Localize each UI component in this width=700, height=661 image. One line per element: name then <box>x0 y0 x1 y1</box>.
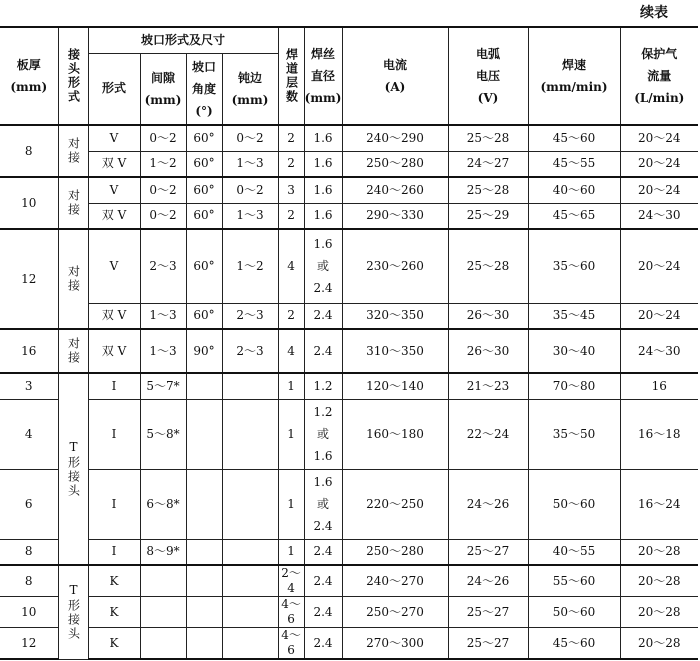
cell-passes: 1 <box>278 399 304 469</box>
header-groove-group: 坡口形式及尺寸 <box>88 27 278 53</box>
cell-blunt <box>222 597 278 628</box>
cell-blunt <box>222 399 278 469</box>
cell-blunt: 1～2 <box>222 229 278 303</box>
cell-current: 220～250 <box>342 469 448 539</box>
table-row <box>0 373 698 399</box>
cell-wire: 1.6 或 2.4 <box>304 229 342 303</box>
cell-angle: 60° <box>186 229 222 303</box>
cell-angle <box>186 469 222 539</box>
cell-wire: 2.4 <box>304 329 342 373</box>
cell-blunt <box>222 469 278 539</box>
cell-joint: T形接头 <box>58 373 88 565</box>
cell-gap: 0～2 <box>140 177 186 203</box>
cell-current: 290～330 <box>342 203 448 229</box>
cell-form: V <box>88 229 140 303</box>
cell-passes: 1 <box>278 469 304 539</box>
cell-blunt <box>222 539 278 565</box>
table-row <box>0 329 698 373</box>
cell-voltage: 22～24 <box>448 399 528 469</box>
cell-thickness: 4 <box>0 399 58 469</box>
header-blunt: 钝边 (mm) <box>222 53 278 125</box>
cell-gap: 1～2 <box>140 151 186 177</box>
cell-current: 230～260 <box>342 229 448 303</box>
cell-passes: 2～4 <box>278 565 304 597</box>
cell-form: 双 V <box>88 329 140 373</box>
table-row <box>0 125 698 151</box>
header-gap: 间隙 (mm) <box>140 53 186 125</box>
cell-wire: 2.4 <box>304 565 342 597</box>
table-row <box>0 469 698 539</box>
cell-current: 240～270 <box>342 565 448 597</box>
cell-gas: 20～24 <box>620 177 698 203</box>
header-current: 电流 (A) <box>342 27 448 125</box>
cell-angle <box>186 399 222 469</box>
cell-passes: 3 <box>278 177 304 203</box>
header-speed: 焊速 (mm/min) <box>528 27 620 125</box>
cell-gas: 16～24 <box>620 469 698 539</box>
cell-joint: 对接 <box>58 177 88 229</box>
cell-angle <box>186 539 222 565</box>
table-row <box>0 177 698 203</box>
table-row <box>0 565 698 597</box>
cell-gap <box>140 628 186 660</box>
cell-current: 310～350 <box>342 329 448 373</box>
cell-gap: 5～7* <box>140 373 186 399</box>
header-voltage: 电弧 电压 (V) <box>448 27 528 125</box>
cell-voltage: 26～30 <box>448 329 528 373</box>
table-row <box>0 229 698 303</box>
cell-angle <box>186 565 222 597</box>
header-passes: 焊道层数 <box>278 27 304 125</box>
cell-form: V <box>88 177 140 203</box>
cell-gap: 0～2 <box>140 125 186 151</box>
cell-voltage: 26～30 <box>448 303 528 329</box>
cell-voltage: 25～29 <box>448 203 528 229</box>
cell-passes: 2 <box>278 151 304 177</box>
cell-gas: 20～24 <box>620 229 698 303</box>
cell-blunt: 1～3 <box>222 203 278 229</box>
cell-speed: 45～60 <box>528 628 620 660</box>
cell-wire: 2.4 <box>304 539 342 565</box>
cell-angle: 60° <box>186 151 222 177</box>
cell-passes: 4～6 <box>278 597 304 628</box>
table-row <box>0 151 698 177</box>
cell-passes: 4 <box>278 229 304 303</box>
cell-wire: 2.4 <box>304 628 342 660</box>
cell-angle: 60° <box>186 125 222 151</box>
cell-thickness: 12 <box>0 229 58 329</box>
cell-angle: 60° <box>186 203 222 229</box>
cell-gas: 16～18 <box>620 399 698 469</box>
cell-current: 250～270 <box>342 597 448 628</box>
cell-gas: 20～28 <box>620 597 698 628</box>
cell-blunt: 2～3 <box>222 329 278 373</box>
cell-form: I <box>88 469 140 539</box>
cell-speed: 50～60 <box>528 597 620 628</box>
cell-voltage: 21～23 <box>448 373 528 399</box>
table-row <box>0 399 698 469</box>
cell-form: I <box>88 399 140 469</box>
cell-wire: 1.2 或 1.6 <box>304 399 342 469</box>
cell-joint: 对接 <box>58 125 88 177</box>
table-row <box>0 539 698 565</box>
cell-voltage: 25～27 <box>448 597 528 628</box>
cell-thickness: 3 <box>0 373 58 399</box>
cell-form: K <box>88 628 140 660</box>
cell-wire: 1.2 <box>304 373 342 399</box>
welding-parameter-table <box>0 26 698 660</box>
cell-form: V <box>88 125 140 151</box>
cell-form: I <box>88 539 140 565</box>
cell-gas: 20～28 <box>620 565 698 597</box>
cell-thickness: 8 <box>0 565 58 597</box>
table-row <box>0 628 698 660</box>
cell-angle <box>186 628 222 660</box>
cell-angle: 60° <box>186 177 222 203</box>
cell-gas: 24～30 <box>620 329 698 373</box>
header-gas: 保护气 流量 (L/min) <box>620 27 698 125</box>
header-wire: 焊丝 直径 (mm) <box>304 27 342 125</box>
cell-wire: 2.4 <box>304 303 342 329</box>
cell-gas: 20～24 <box>620 125 698 151</box>
cell-thickness: 10 <box>0 177 58 229</box>
cell-gas: 20～28 <box>620 539 698 565</box>
cell-voltage: 24～26 <box>448 565 528 597</box>
cell-gas: 20～28 <box>620 628 698 660</box>
cell-wire: 1.6 <box>304 151 342 177</box>
cell-speed: 45～65 <box>528 203 620 229</box>
cell-speed: 70～80 <box>528 373 620 399</box>
cell-current: 120～140 <box>342 373 448 399</box>
cell-current: 270～300 <box>342 628 448 660</box>
cell-speed: 55～60 <box>528 565 620 597</box>
cell-gap: 2～3 <box>140 229 186 303</box>
cell-form: K <box>88 597 140 628</box>
cell-wire: 1.6 <box>304 125 342 151</box>
cell-gap <box>140 565 186 597</box>
cell-gap: 8～9* <box>140 539 186 565</box>
cell-thickness: 16 <box>0 329 58 373</box>
cell-speed: 35～45 <box>528 303 620 329</box>
table-caption: 续表 <box>640 5 668 21</box>
cell-current: 240～260 <box>342 177 448 203</box>
cell-passes: 4～6 <box>278 628 304 660</box>
cell-wire: 2.4 <box>304 597 342 628</box>
cell-thickness: 12 <box>0 628 58 660</box>
cell-angle: 60° <box>186 303 222 329</box>
cell-gap: 5～8* <box>140 399 186 469</box>
cell-voltage: 25～28 <box>448 229 528 303</box>
header-thickness: 板厚 (mm) <box>0 27 58 125</box>
cell-angle <box>186 597 222 628</box>
cell-form: 双 V <box>88 203 140 229</box>
cell-passes: 4 <box>278 329 304 373</box>
cell-passes: 2 <box>278 125 304 151</box>
cell-gap: 1～3 <box>140 303 186 329</box>
cell-angle: 90° <box>186 329 222 373</box>
cell-passes: 2 <box>278 303 304 329</box>
cell-voltage: 25～28 <box>448 125 528 151</box>
cell-voltage: 24～27 <box>448 151 528 177</box>
cell-passes: 1 <box>278 539 304 565</box>
cell-speed: 45～60 <box>528 125 620 151</box>
cell-gas: 24～30 <box>620 203 698 229</box>
cell-gap: 6～8* <box>140 469 186 539</box>
cell-blunt: 0～2 <box>222 177 278 203</box>
cell-voltage: 25～27 <box>448 628 528 660</box>
table-row <box>0 203 698 229</box>
cell-passes: 2 <box>278 203 304 229</box>
cell-blunt <box>222 565 278 597</box>
cell-joint: 对接 <box>58 229 88 329</box>
cell-thickness: 8 <box>0 539 58 565</box>
cell-gap <box>140 597 186 628</box>
cell-gap: 0～2 <box>140 203 186 229</box>
cell-wire: 1.6 <box>304 177 342 203</box>
cell-blunt <box>222 373 278 399</box>
cell-blunt: 1～3 <box>222 151 278 177</box>
cell-wire: 1.6 或 2.4 <box>304 469 342 539</box>
cell-speed: 50～60 <box>528 469 620 539</box>
cell-voltage: 24～26 <box>448 469 528 539</box>
table-row <box>0 303 698 329</box>
cell-speed: 35～50 <box>528 399 620 469</box>
header-angle: 坡口 角度 (°) <box>186 53 222 125</box>
cell-voltage: 25～28 <box>448 177 528 203</box>
cell-angle <box>186 373 222 399</box>
cell-joint: 对接 <box>58 329 88 373</box>
header-joint: 接头形式 <box>58 27 88 125</box>
cell-current: 250～280 <box>342 151 448 177</box>
header-groove-form: 形式 <box>88 53 140 125</box>
cell-speed: 40～55 <box>528 539 620 565</box>
cell-voltage: 25～27 <box>448 539 528 565</box>
cell-current: 240～290 <box>342 125 448 151</box>
cell-form: K <box>88 565 140 597</box>
cell-speed: 40～60 <box>528 177 620 203</box>
cell-gas: 16 <box>620 373 698 399</box>
cell-thickness: 10 <box>0 597 58 628</box>
cell-speed: 35～60 <box>528 229 620 303</box>
cell-thickness: 8 <box>0 125 58 177</box>
cell-form: I <box>88 373 140 399</box>
cell-current: 320～350 <box>342 303 448 329</box>
cell-blunt: 2～3 <box>222 303 278 329</box>
cell-speed: 45～55 <box>528 151 620 177</box>
cell-form: 双 V <box>88 303 140 329</box>
cell-gap: 1～3 <box>140 329 186 373</box>
cell-blunt: 0～2 <box>222 125 278 151</box>
cell-gas: 20～24 <box>620 303 698 329</box>
cell-gas: 20～24 <box>620 151 698 177</box>
cell-thickness: 6 <box>0 469 58 539</box>
cell-passes: 1 <box>278 373 304 399</box>
cell-form: 双 V <box>88 151 140 177</box>
cell-wire: 1.6 <box>304 203 342 229</box>
cell-joint: T形接头 <box>58 565 88 659</box>
cell-current: 250～280 <box>342 539 448 565</box>
cell-speed: 30～40 <box>528 329 620 373</box>
table-row <box>0 597 698 628</box>
cell-blunt <box>222 628 278 660</box>
cell-current: 160～180 <box>342 399 448 469</box>
